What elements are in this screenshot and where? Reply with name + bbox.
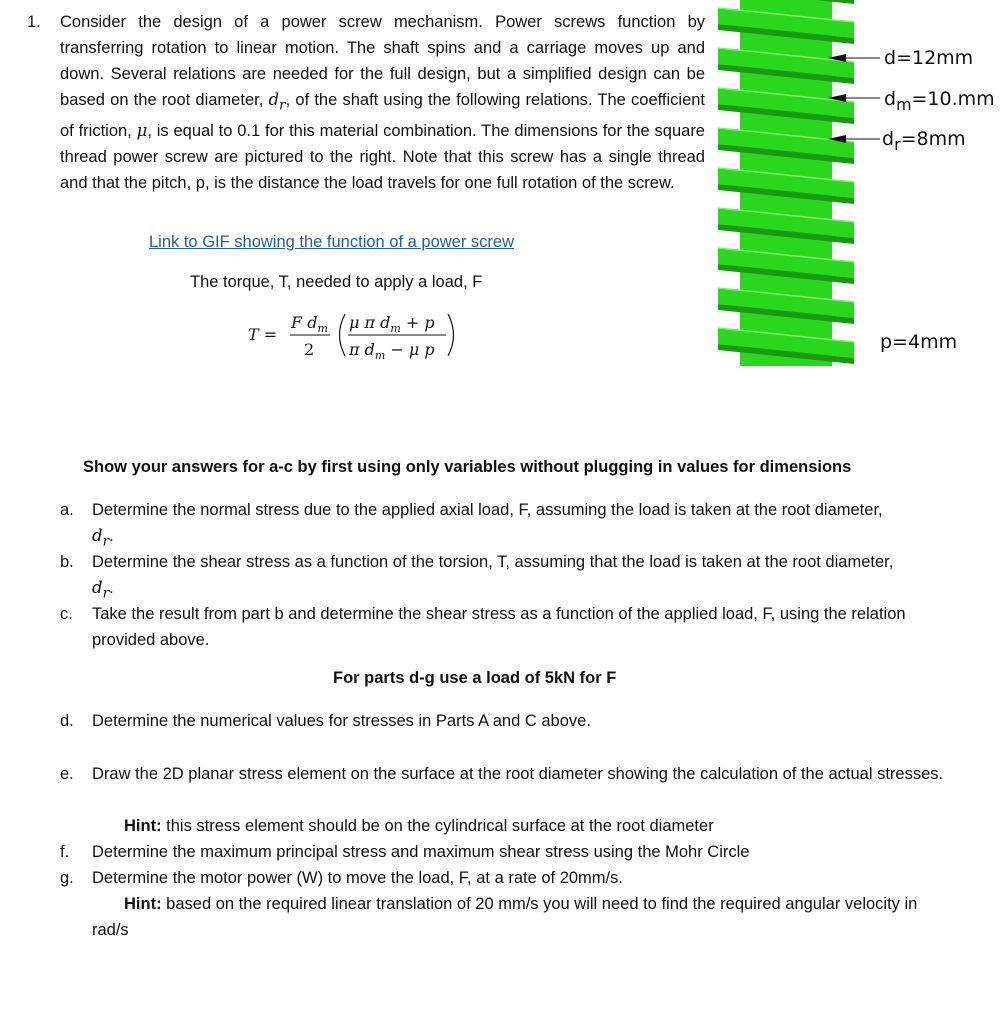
part-d-letter: d. <box>60 712 74 730</box>
part-g-text: Determine the motor power (W) to move the load, F, at a rate of 20mm/s. <box>92 869 623 887</box>
arrow-d <box>828 54 846 62</box>
instructions-heading: Show your answers for a-c by first using only variables without plugging in values for dimensions <box>83 458 852 476</box>
torque-equation <box>248 308 478 360</box>
part-a-letter: a. <box>60 501 74 519</box>
eq-frac-den: 2 <box>304 340 315 359</box>
arrow-dm <box>828 94 846 102</box>
eq-frac-num: F $d_m$ <box>291 313 328 335</box>
label-pitch: p=4mm <box>880 331 958 353</box>
eq-paren-den: π $d_m - \mu$ p <box>349 340 435 360</box>
part-e-letter: e. <box>60 765 74 783</box>
part-e-hint: Hint: this stress element should be on the cylindrical surface at the root diameter <box>124 817 714 835</box>
part-b-text: Determine the shear stress as a function of the torsion, T, assuming that the load is taken at the root diameter, $d_r$. <box>92 553 894 602</box>
part-d-text: Determine the numerical values for stresses in Parts A and C above. <box>92 712 591 730</box>
label-major-diameter: d=12mm <box>884 47 974 69</box>
root-diameter-var: $d_r$ <box>268 90 286 114</box>
part-g-letter: g. <box>60 869 74 887</box>
eq-paren-num: μ π $d_m + p$ <box>349 313 435 335</box>
part-f-letter: f. <box>60 843 70 861</box>
part-f-text: Determine the maximum principal stress and maximum shear stress using the Mohr Circle <box>92 843 750 861</box>
eq-lhs: T = <box>248 325 278 344</box>
label-root-diameter: $d_r=8mm$ <box>882 128 966 154</box>
part-g-hint: Hint: based on the required linear translation of 20 mm/s you will need to find the required angular velocity in rad/s <box>92 895 918 939</box>
part-b-letter: b. <box>60 553 74 571</box>
parts-dg-heading: For parts d-g use a load of 5kN for F <box>333 669 617 687</box>
mu-symbol: μ <box>136 121 148 141</box>
question-intro: Consider the design of a power screw mechanism. Power screws function by transferring rotation to linear motion. The shaft spins and a carriage moves up and down. Several relations are needed for the full design, but a simplified design can be based on the root diameter, $d_r$, of the shaft using the following relations. The coefficient of friction, μ, is equal to 0.1 for this material combination. The dimensions for the square thread power screw are pictured to the right. Note that this screw has a single thread and that the pitch, p, is the distance the load travels for one full rotation of the screw. <box>60 13 706 193</box>
arrow-dr <box>828 135 846 143</box>
part-e-text: Draw the 2D planar stress element on the surface at the root diameter showing the calculation of the actual stresses. <box>92 765 944 783</box>
torque-caption: The torque, T, needed to apply a load, F <box>190 273 483 291</box>
part-a-text: Determine the normal stress due to the applied axial load, F, assuming the load is taken at the root diameter, $d_r$. <box>92 501 883 550</box>
part-c-text: Take the result from part b and determine the shear stress as a function of the applied load, F, using the relation provided above. <box>92 605 906 649</box>
power-screw-gif-link[interactable]: Link to GIF showing the function of a power screw <box>149 233 515 251</box>
part-c-letter: c. <box>60 605 73 623</box>
question-number: 1. <box>27 13 41 31</box>
label-mean-diameter: $d_m=10.mm$ <box>884 88 995 114</box>
